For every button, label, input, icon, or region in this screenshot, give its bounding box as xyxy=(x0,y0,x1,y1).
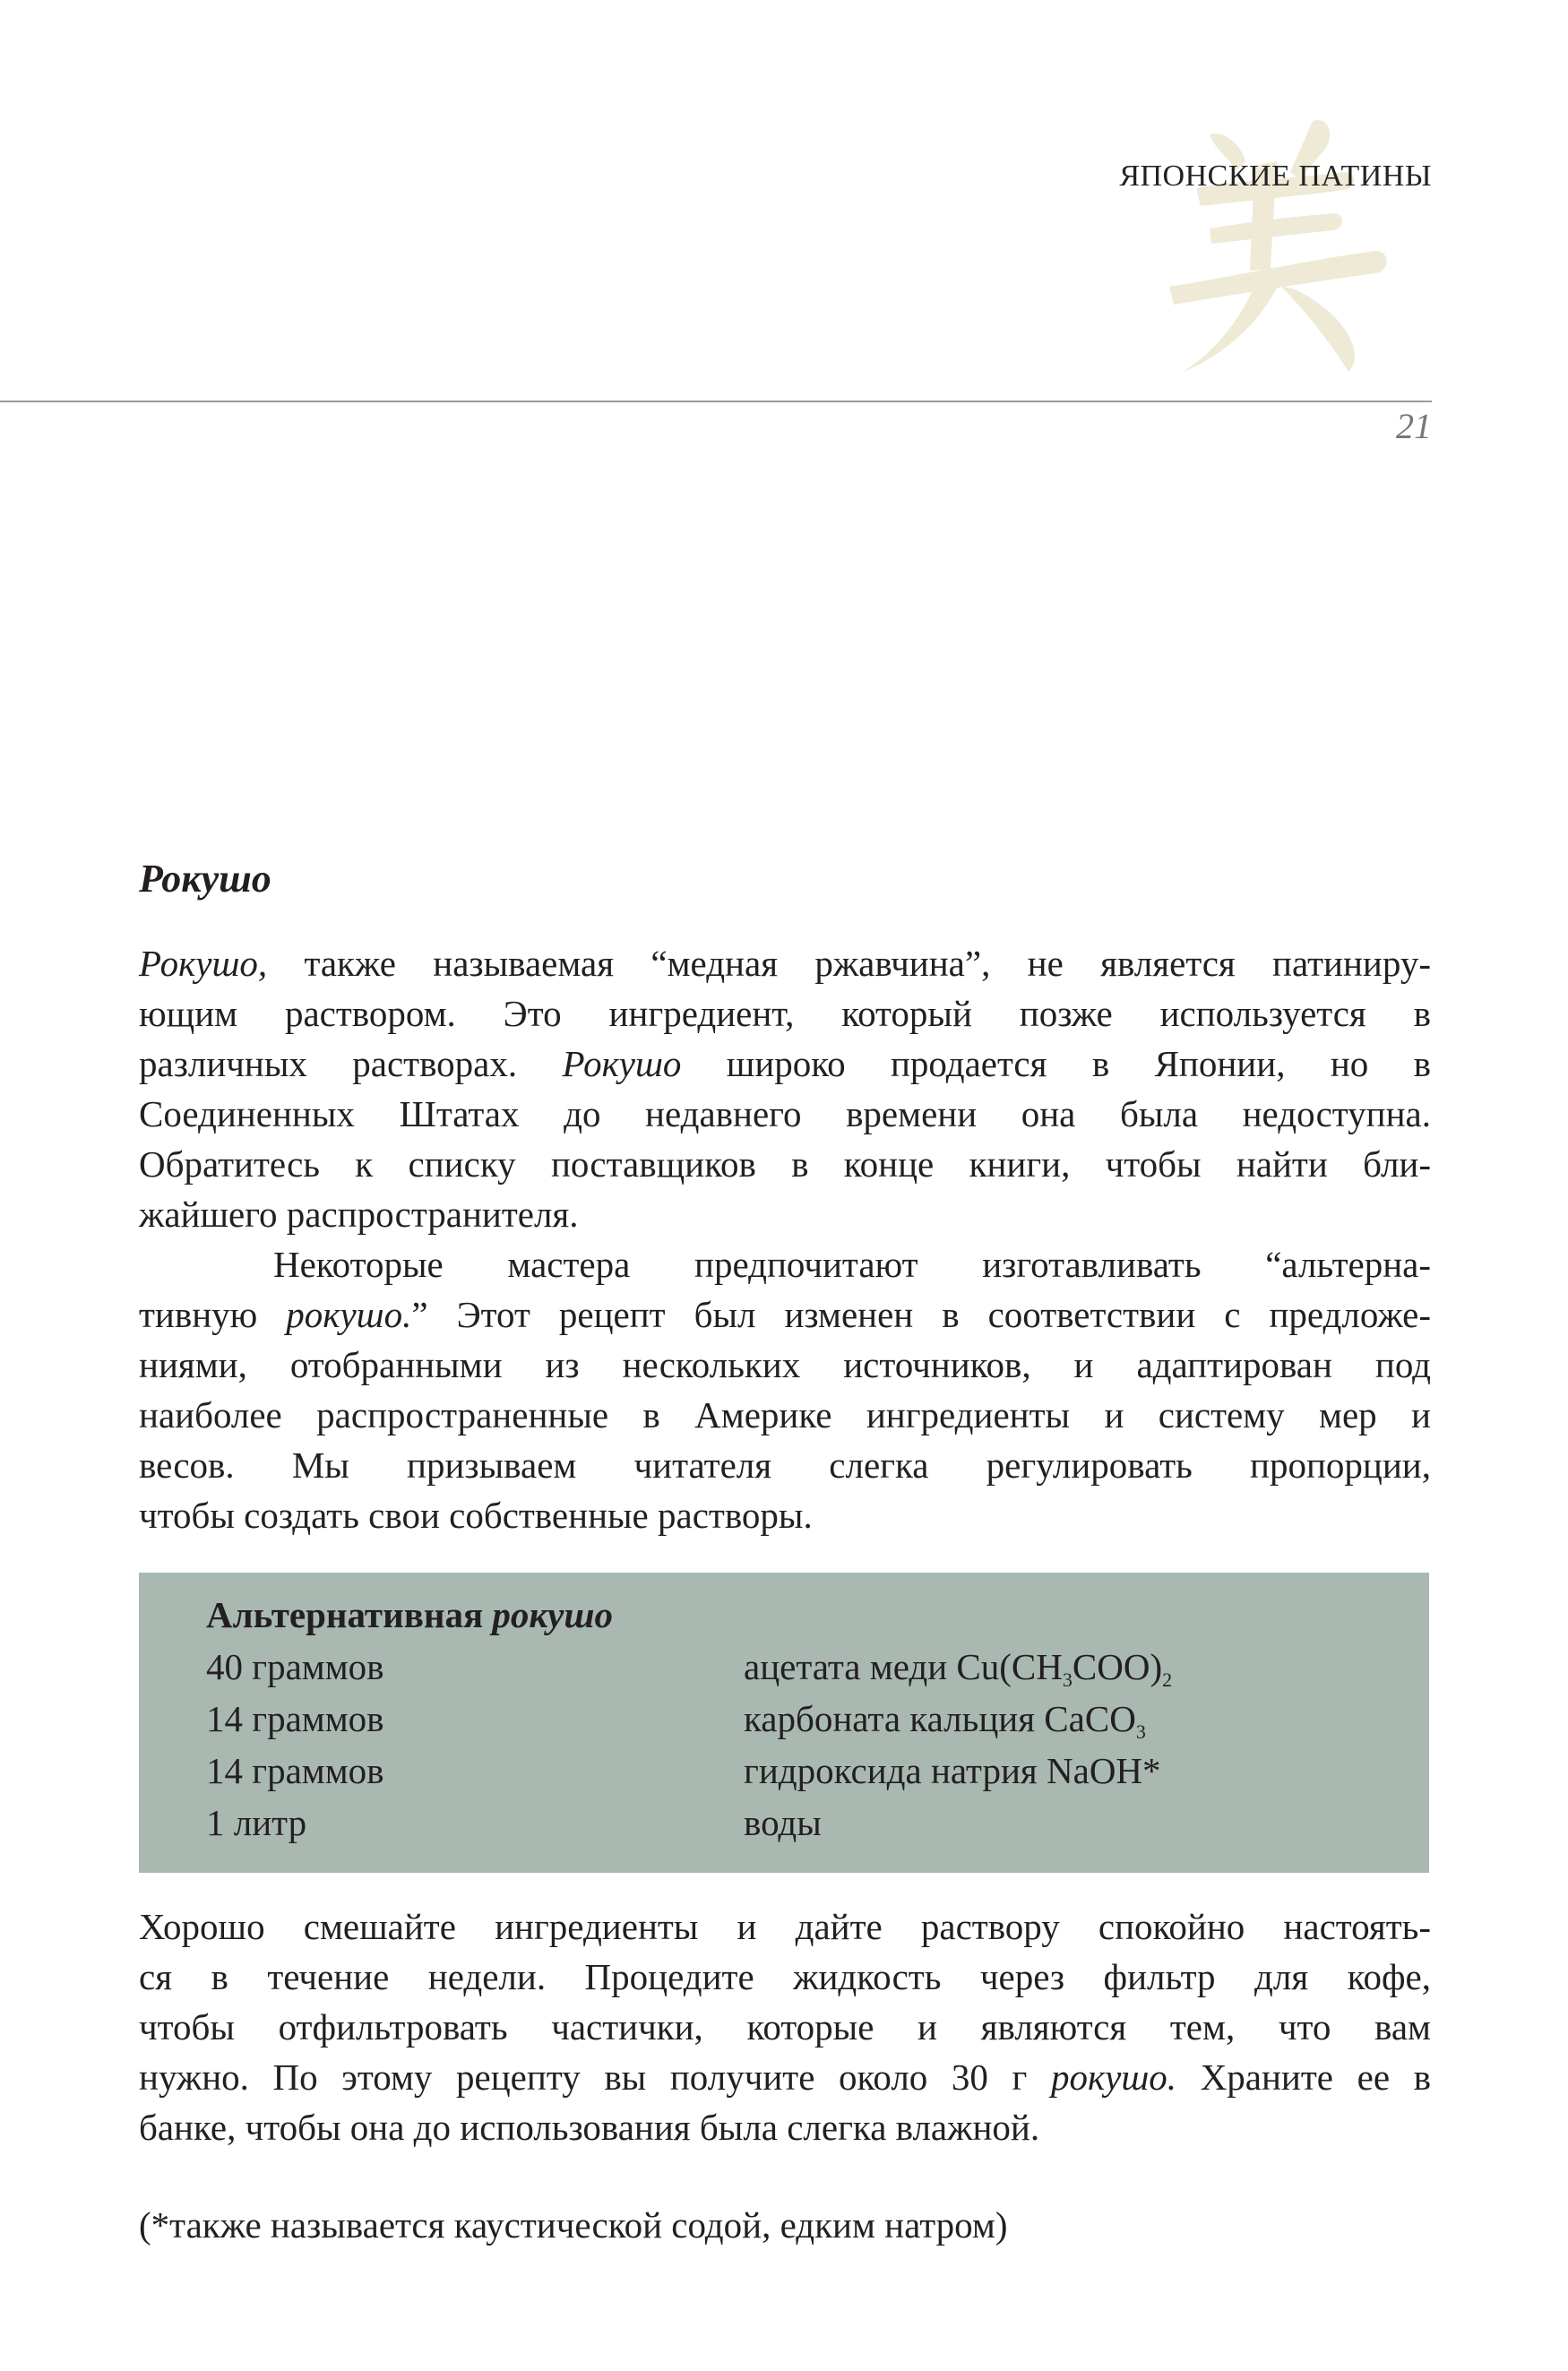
text-line xyxy=(139,1239,1431,1289)
recipe-box xyxy=(139,1573,1429,1873)
recipe-title xyxy=(206,1589,613,1641)
recipe-row xyxy=(206,1641,1173,1693)
text: чтобы создать свои собственные растворы. xyxy=(139,1495,813,1536)
emphasis: Рокушо xyxy=(562,1043,682,1084)
text: карбоната кальция CaCO xyxy=(744,1698,1136,1739)
text: ниями, отобранными из нескольких источников, и адаптирован под xyxy=(139,1344,1431,1385)
subscript: 3 xyxy=(1062,1668,1073,1691)
text: различных растворах. xyxy=(139,1043,563,1084)
text: наиболее распространенные в Америке ингредиенты и систему мер и xyxy=(139,1394,1431,1436)
text-line xyxy=(139,2052,1431,2102)
text: чтобы отфильтровать частички, которые и являются тем, что вам xyxy=(139,2006,1431,2048)
ingredient xyxy=(744,1693,1146,1745)
text-line xyxy=(139,1139,1431,1189)
header-rule xyxy=(0,401,1432,402)
text-line xyxy=(139,1289,1431,1340)
text: ся в течение недели. Процедите жидкость через фильтр для кофе, xyxy=(139,1956,1431,1997)
amount: 14 граммов xyxy=(206,1698,384,1739)
ingredient xyxy=(744,1641,1172,1693)
text-line xyxy=(139,1440,1431,1490)
amount: 14 граммов xyxy=(206,1750,384,1791)
recipe-row xyxy=(206,1797,822,1849)
text: ” Этот рецепт был изменен в соответствии с предложе- xyxy=(411,1294,1431,1335)
text: ацетата меди Cu(CH xyxy=(744,1646,1063,1687)
text: широко продается в Японии, но в xyxy=(681,1043,1431,1084)
emphasis: рокушо. xyxy=(1050,2056,1177,2098)
emphasis: Рокушо, xyxy=(139,943,268,984)
footnote-text: (*также называется каустической содой, едким натром) xyxy=(139,2204,1008,2246)
text: Некоторые мастера предпочитают изготавливать “альтерна- xyxy=(273,1244,1431,1285)
subscript: 2 xyxy=(1162,1668,1173,1691)
text-line xyxy=(139,1189,1431,1239)
text: ющим раствором. Это ингредиент, который позже используется в xyxy=(139,993,1431,1034)
text: Храните ее в xyxy=(1176,2056,1432,2098)
text-line xyxy=(139,938,1431,988)
page-number: 21 xyxy=(1396,406,1432,446)
emphasis: рокушо xyxy=(492,1594,614,1635)
text: COO) xyxy=(1072,1646,1163,1687)
amount: 40 граммов xyxy=(206,1646,384,1687)
text-line xyxy=(139,2002,1431,2052)
text-line xyxy=(139,1089,1431,1139)
text: Соединенных Штатах до недавнего времени она была недоступна. xyxy=(139,1093,1431,1134)
text-line xyxy=(139,1340,1431,1390)
emphasis: рокушо. xyxy=(286,1294,412,1335)
text: тивную xyxy=(139,1294,287,1335)
footnote xyxy=(139,2200,1431,2250)
text: нужно. По этому рецепту вы получите около 30 г xyxy=(139,2056,1051,2098)
text: Обратитесь к списку поставщиков в конце книги, чтобы найти бли- xyxy=(139,1143,1431,1185)
text: банке, чтобы она до использования была слегка влажной. xyxy=(139,2107,1040,2148)
text-line xyxy=(139,1039,1431,1089)
kanji-watermark-icon xyxy=(1156,116,1398,376)
text-line xyxy=(139,1390,1431,1440)
text-line xyxy=(139,1490,1431,1540)
section-heading: Рокушо xyxy=(139,857,271,901)
instructions-paragraph xyxy=(139,1901,1431,2152)
text-line xyxy=(139,1901,1431,1952)
text: жайшего распространителя. xyxy=(139,1194,579,1235)
amount: 1 литр xyxy=(206,1802,307,1843)
subscript: 3 xyxy=(1135,1720,1146,1743)
text: весов. Мы призываем читателя слегка регулировать пропорции, xyxy=(139,1444,1431,1486)
paragraph-1 xyxy=(139,938,1431,1540)
recipe-row xyxy=(206,1745,1161,1797)
text-line xyxy=(139,2102,1431,2152)
running-title: ЯПОНСКИЕ ПАТИНЫ xyxy=(1119,160,1432,193)
text: также называемая “медная ржавчина”, не является патиниру- xyxy=(267,943,1431,984)
text-line xyxy=(139,988,1431,1039)
ingredient: гидроксида натрия NaOH* xyxy=(744,1750,1161,1791)
recipe-row xyxy=(206,1693,1146,1745)
ingredient: воды xyxy=(744,1802,822,1843)
text: Альтернативная xyxy=(206,1594,493,1635)
text: Хорошо смешайте ингредиенты и дайте раствору спокойно настоять- xyxy=(139,1906,1431,1947)
text-line xyxy=(139,1952,1431,2002)
